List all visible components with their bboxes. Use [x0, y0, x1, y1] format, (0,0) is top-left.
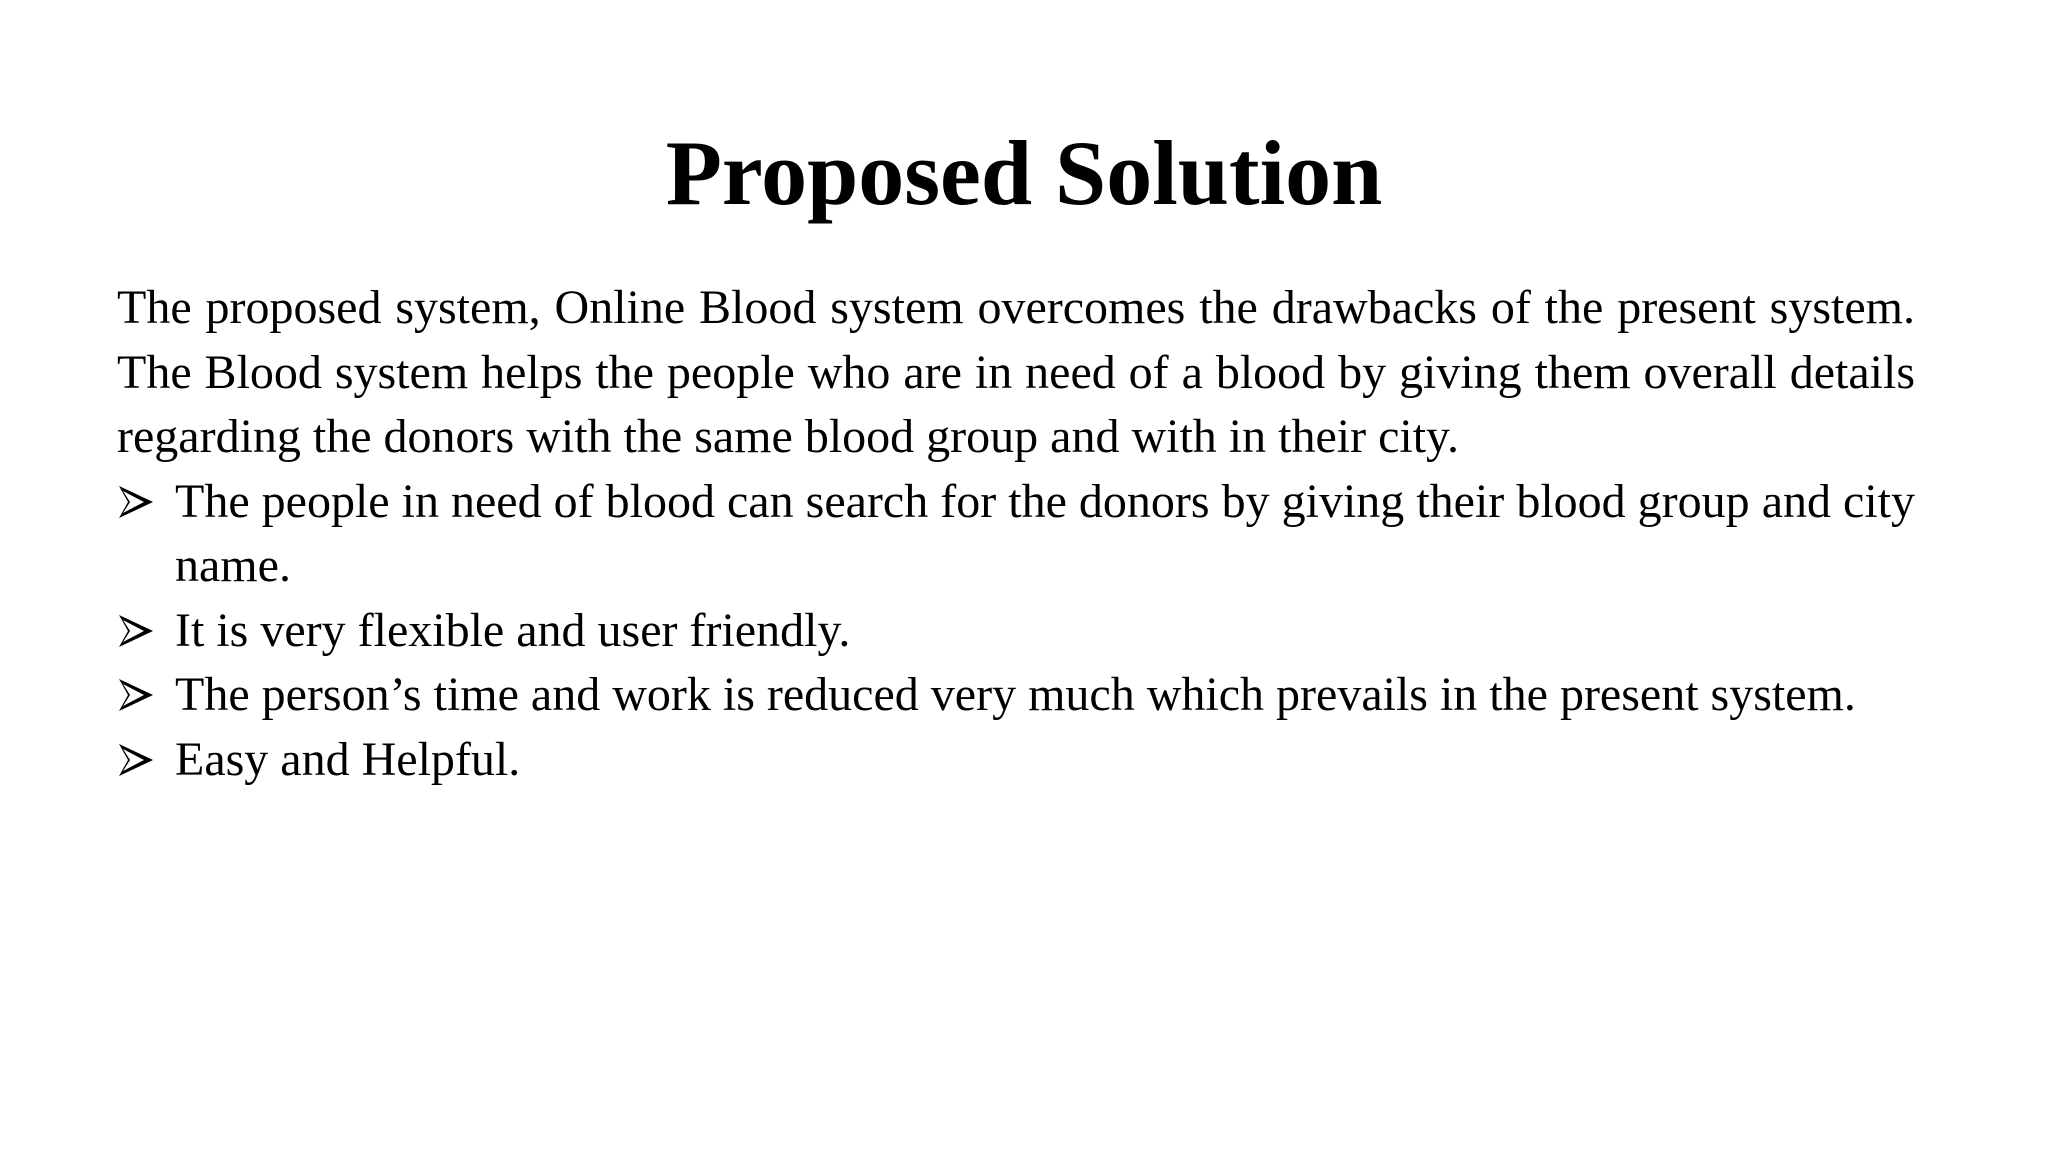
- bullet-text: The people in need of blood can search for the donors by giving their blood group and city name.: [175, 474, 1915, 592]
- arrowhead-bullet-icon: [117, 728, 167, 793]
- slide-title: Proposed Solution: [665, 122, 1383, 224]
- list-item: [117, 728, 1915, 793]
- bullet-list: [117, 470, 1915, 793]
- arrowhead-bullet-icon: [117, 599, 167, 664]
- arrowhead-bullet-icon: [117, 663, 167, 728]
- list-item: [117, 599, 1915, 664]
- intro-paragraph: The proposed system, Online Blood system overcomes the drawbacks of the present system. The Blood system helps the people who are in need of a blood by giving them overall details regarding the donors with the same blood group and with in their city.: [117, 281, 1915, 463]
- list-item: [117, 470, 1915, 599]
- bullet-text: It is very flexible and user friendly.: [175, 603, 851, 657]
- list-item: [117, 663, 1915, 728]
- bullet-text: Easy and Helpful.: [175, 732, 521, 786]
- slide-body: [117, 276, 1915, 792]
- bullet-text: The person’s time and work is reduced very much which prevails in the present system.: [175, 668, 1856, 721]
- arrowhead-bullet-icon: [117, 470, 167, 535]
